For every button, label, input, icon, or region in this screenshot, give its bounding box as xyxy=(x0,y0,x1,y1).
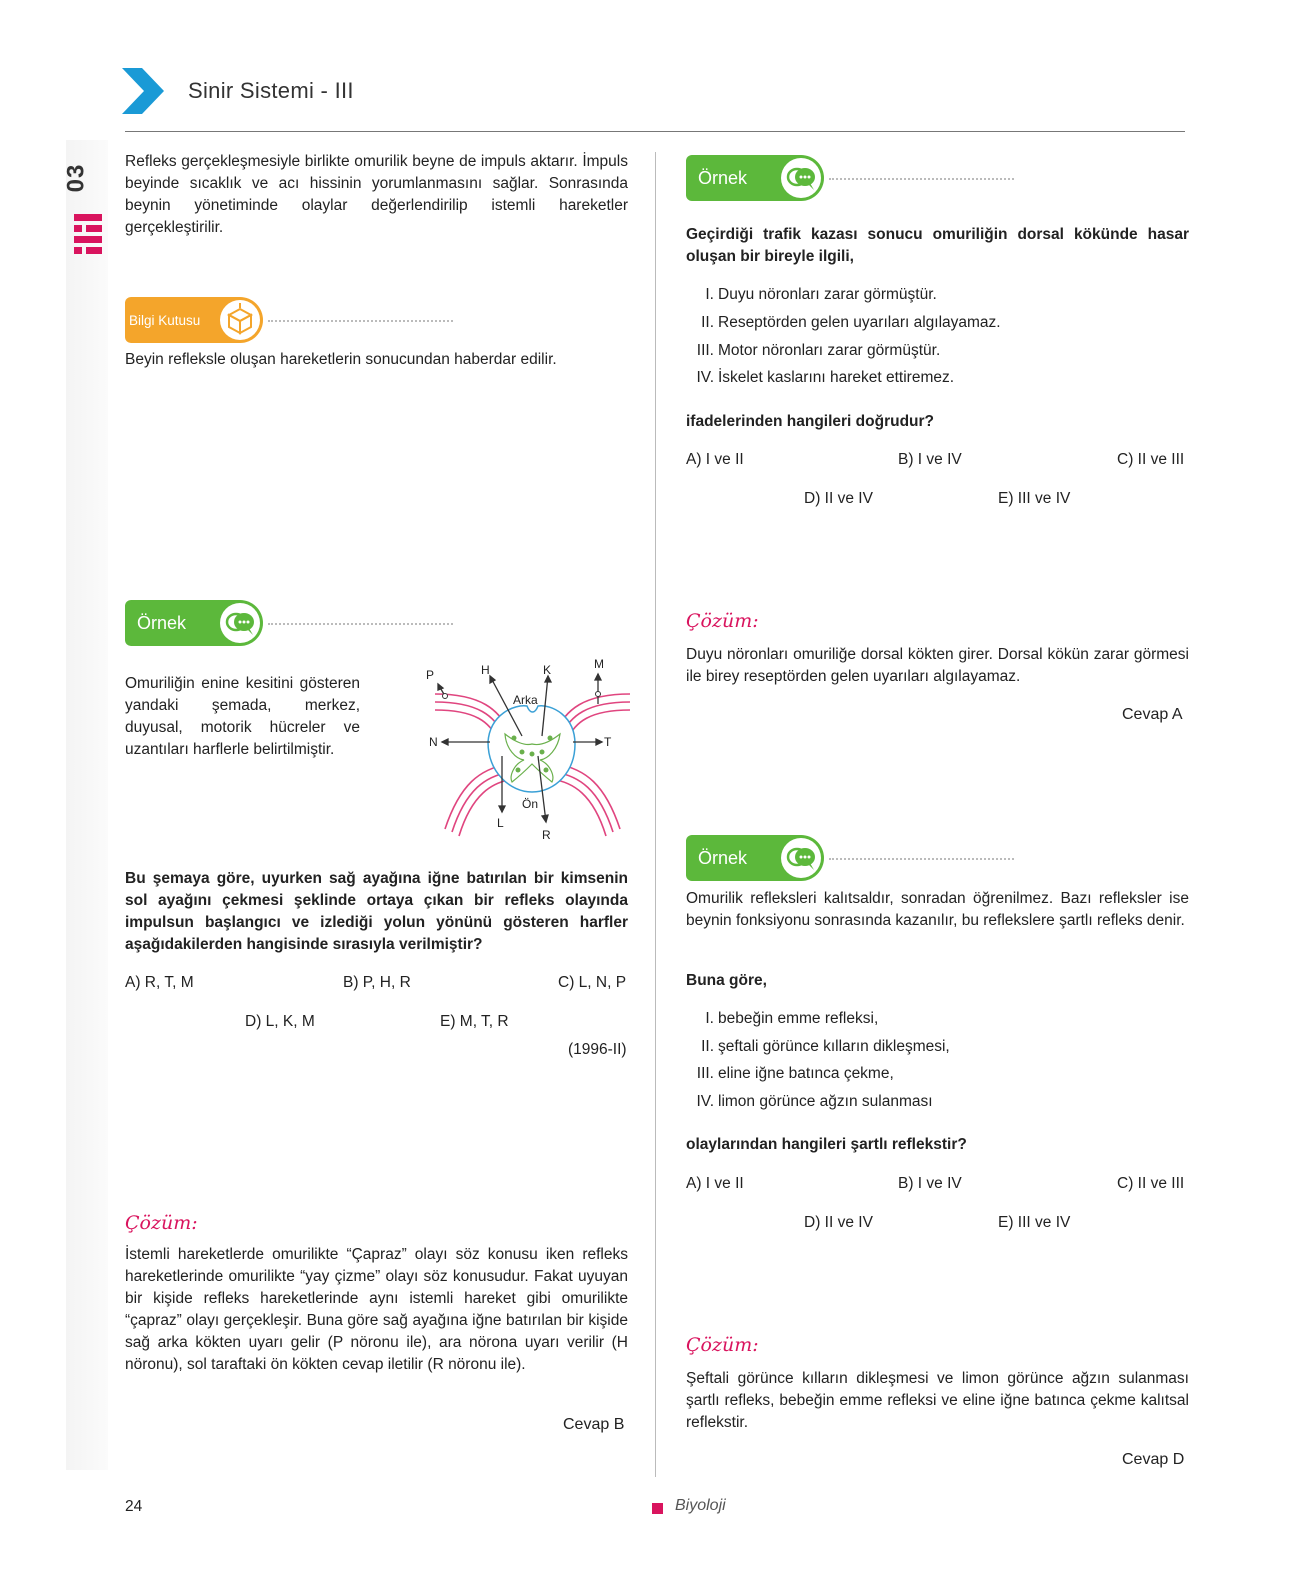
diagram-label-k: K xyxy=(543,663,552,677)
example-badge-right-1 xyxy=(686,155,824,201)
intro-paragraph: Refleks gerçekleşmesiyle birlikte omurilik beyne de impuls aktarır. İmpuls beyinde sıcaklık ve acı hissinin yorumlanmasını sağlar. Sonrasında beynin yönetiminde olaylar değerlendirilip istemli hareketler gerçekleştirilir. xyxy=(125,153,628,236)
answer-left: Cevap B xyxy=(563,1416,625,1433)
speech-bubble-icon xyxy=(781,838,821,878)
example-text-right-2: Omurilik refleksleri kalıtsaldır, sonradan öğrenilmez. Bazı refleksler ise beynin fonksiyonu sonrasında kazanılır, bu reflekslere şartlı refleks denir. xyxy=(686,890,1189,929)
option-c-right-2[interactable]: C) II ve III xyxy=(1117,1175,1185,1192)
option-b-right-1[interactable]: B) I ve IV xyxy=(898,451,962,468)
option-b-right-2[interactable]: B) I ve IV xyxy=(898,1175,962,1192)
diagram-label-h: H xyxy=(481,663,490,677)
column-divider xyxy=(655,152,656,1477)
solution-label-right-1: Çözüm: xyxy=(686,610,759,632)
info-box-badge xyxy=(125,297,263,343)
fasikul-number: 03 xyxy=(62,163,90,193)
footer-square-icon xyxy=(652,1503,663,1514)
sidebar-band xyxy=(66,140,108,1470)
answer-right-2: Cevap D xyxy=(1122,1451,1185,1468)
fasikul-tab xyxy=(62,150,106,260)
diagram-label-p: P xyxy=(426,668,435,682)
option-c-right-1[interactable]: C) II ve III xyxy=(1117,451,1185,468)
example-question-right-1: Geçirdiği trafik kazası sonucu omuriliğin dorsal kökünde hasar oluşan bir bireyle ilgili, xyxy=(686,226,1189,265)
page-number: 24 xyxy=(125,1498,143,1515)
option-d-right-1[interactable]: D) II ve IV xyxy=(804,490,873,507)
example-badge-label: Örnek xyxy=(698,847,748,868)
info-box-label: Bilgi Kutusu xyxy=(129,312,201,328)
example-description: Omuriliğin enine kesitini gösteren yandaki şemada, merkez, duyusal, motorik hücreler ve uzantıları harflerle belirtilmiştir. xyxy=(125,675,360,758)
example-question-left: Bu şemaya göre, uyurken sağ ayağına iğne batırılan bir kimsenin sol ayağını çekmesi şeklinde ortaya çıkan bir refleks olayında impulsun başlangıcı ve izlediği yolun yönünü gösteren harfler aşağıdakilerden hangisinde sırasıyla verilmiştir? xyxy=(125,870,628,953)
solution-text-right-2: Şeftali görünce kılların dikleşmesi ve limon görünce ağzın sulanması şartlı refleks, bebeğin emme refleksi ve eline iğne batınca çekme kalıtsal reflekstir. xyxy=(686,1370,1189,1431)
option-a-right-1[interactable]: A) I ve II xyxy=(686,451,744,468)
option-d-right-2[interactable]: D) II ve IV xyxy=(804,1214,873,1231)
solution-text-right-1: Duyu nöronları omuriliğe dorsal kökten girer. Dorsal kökün zarar görmesi ile birey reseptörden gelen uyarıları algılayamaz. xyxy=(686,646,1189,685)
option-d-left[interactable]: D) L, K, M xyxy=(245,1013,315,1030)
spinal-cord-diagram xyxy=(426,657,635,854)
solution-label-left: Çözüm: xyxy=(125,1212,198,1234)
event-item: IV. limon görünce ağzın sulanması xyxy=(696,1093,933,1110)
option-e-right-1[interactable]: E) III ve IV xyxy=(998,490,1071,507)
option-c-left[interactable]: C) L, N, P xyxy=(558,974,627,991)
diagram-label-arka: Arka xyxy=(513,693,538,707)
option-e-left[interactable]: E) M, T, R xyxy=(440,1013,509,1030)
speech-bubble-icon xyxy=(781,158,821,198)
header-rule xyxy=(125,131,1185,132)
example-badge-left xyxy=(125,600,263,646)
statement-item: IV. İskelet kaslarını hareket ettiremez. xyxy=(696,369,955,386)
statement-item: I. Duyu nöronları zarar görmüştür. xyxy=(705,286,937,303)
diagram-label-m: M xyxy=(594,657,604,671)
solution-label-right-2: Çözüm: xyxy=(686,1334,759,1356)
option-b-left[interactable]: B) P, H, R xyxy=(343,974,411,991)
diagram-label-r: R xyxy=(542,828,551,842)
example-dots-right-1 xyxy=(829,178,1014,180)
event-item: I. bebeğin emme refleksi, xyxy=(705,1010,879,1027)
event-item: II. şeftali görünce kılların dikleşmesi, xyxy=(701,1038,950,1055)
prompt-right-2: olaylarından hangileri şartlı reflekstir? xyxy=(686,1136,967,1153)
box-icon xyxy=(220,300,260,340)
option-a-left[interactable]: A) R, T, M xyxy=(125,974,194,991)
statement-item: III. Motor nöronları zarar görmüştür. xyxy=(696,342,941,359)
question-source: (1996-II) xyxy=(568,1041,627,1058)
lead-right-2: Buna göre, xyxy=(686,972,767,989)
diagram-label-on: Ön xyxy=(522,797,539,811)
example-badge-label: Örnek xyxy=(698,167,748,188)
page-title: Sinir Sistemi - III xyxy=(188,78,354,103)
info-box-text: Beyin refleksle oluşan hareketlerin sonucundan haberdar edilir. xyxy=(125,351,557,368)
chevron-logo-icon xyxy=(122,68,166,114)
example-badge-label: Örnek xyxy=(137,612,187,633)
example-badge-right-2 xyxy=(686,835,824,881)
option-e-right-2[interactable]: E) III ve IV xyxy=(998,1214,1071,1231)
solution-text-left: İstemli hareketlerde omurilikte “Çapraz” olayı söz konusu iken refleks hareketlerinde omurilikte “yay çizme” olayı söz konusudur. Fakat uyuyan bir kişide refleks hareketlerinde aynı istemli hareket gibi omurilikte “çapraz” olayı gerçekleşir. Buna göre sağ ayağına iğne batırılan bir kişide sağ arka kökten uyarı gelir (P nöronu ile), ara nörona uyarı verilir (H nöronu), sol taraftaki ön kökten cevap iletilir (R nöronu ile). xyxy=(125,1246,628,1373)
example-dots-right-2 xyxy=(829,858,1014,860)
prompt-right-1: ifadelerinden hangileri doğrudur? xyxy=(686,413,935,430)
speech-bubble-icon xyxy=(220,603,260,643)
fasikul-mark-icon xyxy=(74,214,104,254)
event-item: III. eline iğne batınca çekme, xyxy=(696,1065,894,1082)
answer-right-1: Cevap A xyxy=(1122,706,1183,723)
diagram-label-t: T xyxy=(604,735,612,749)
option-a-right-2[interactable]: A) I ve II xyxy=(686,1175,744,1192)
statement-item: II. Reseptörden gelen uyarıları algılayamaz. xyxy=(701,314,1001,331)
diagram-label-l: L xyxy=(497,816,504,830)
diagram-label-n: N xyxy=(429,735,438,749)
example-dots-left xyxy=(268,623,453,625)
footer-subject: Biyoloji xyxy=(675,1497,726,1514)
info-box-dots xyxy=(268,320,453,322)
